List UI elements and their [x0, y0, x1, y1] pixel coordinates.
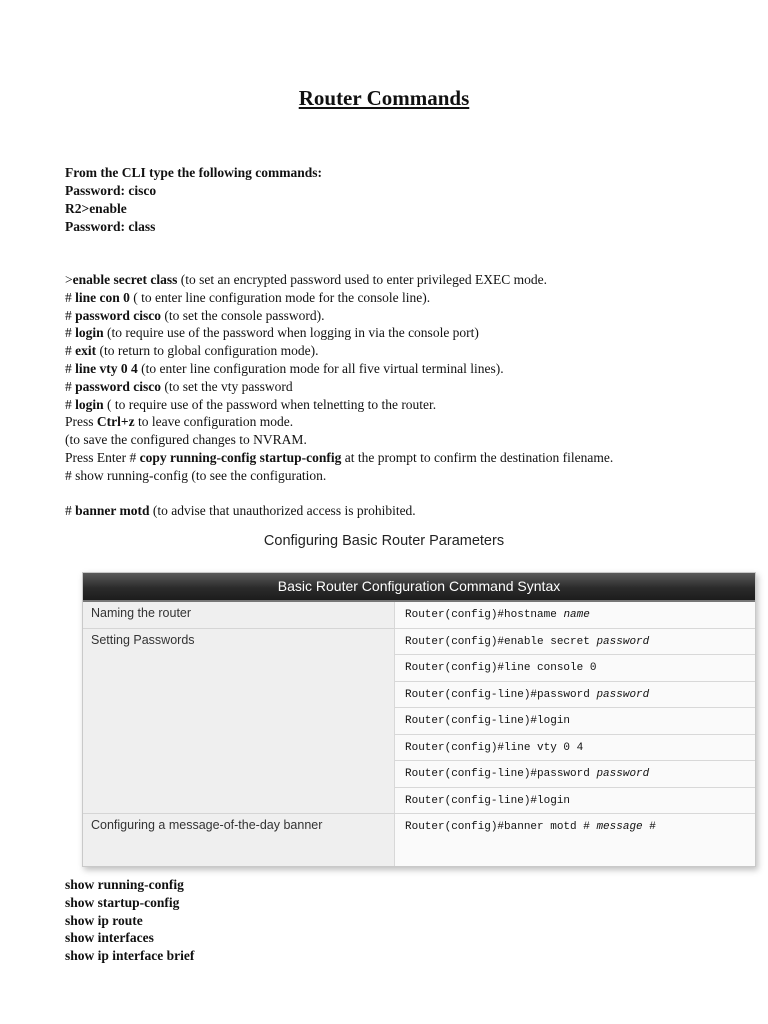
- command-cell: Router(config-line)#login: [395, 708, 755, 735]
- row-label: Setting Passwords: [83, 629, 395, 815]
- command-line: # login (to require use of the password when logging in via the console port): [65, 325, 479, 341]
- command-line: (to save the configured changes to NVRAM.: [65, 432, 307, 448]
- command-line: # password cisco (to set the vty password: [65, 378, 293, 394]
- row-label: Naming the router: [83, 602, 395, 629]
- command-line: Press Enter # copy running-config startup-config at the prompt to confirm the destination filename.: [65, 449, 614, 465]
- show-command: show ip route: [65, 912, 143, 928]
- command-line: # login ( to require use of the password when telnetting to the router.: [65, 396, 437, 412]
- command-line: Press Ctrl+z to leave configuration mode.: [65, 414, 294, 430]
- show-command: show running-config: [65, 877, 184, 892]
- command-line: # show running-config (to see the configuration.: [65, 467, 327, 483]
- command-cell: Router(config)#line console 0: [395, 655, 755, 682]
- table-body: [83, 602, 755, 866]
- cli-intro: [65, 164, 322, 236]
- command-list: [65, 271, 613, 519]
- command-cell: Router(config)#hostname name: [395, 602, 755, 629]
- command-line: # exit (to return to global configuration mode).: [65, 343, 319, 359]
- cli-intro-line: R2>enable: [65, 201, 127, 216]
- table-row: [83, 602, 755, 629]
- command-cell: Router(config)#banner motd # message #: [395, 814, 755, 866]
- command-line: # password cisco (to set the console password).: [65, 307, 325, 323]
- show-command: show startup-config: [65, 894, 180, 910]
- cli-intro-line: Password: class: [65, 219, 156, 234]
- command-line: # line con 0 ( to enter line configuration mode for the console line).: [65, 289, 431, 305]
- show-commands-list: [65, 876, 194, 965]
- cli-intro-line: Password: cisco: [65, 183, 157, 198]
- table-row: [83, 629, 755, 815]
- page-title: Router Commands: [298, 86, 470, 110]
- command-cell: Router(config-line)#login: [395, 788, 755, 815]
- figure-title: Configuring Basic Router Parameters: [263, 533, 505, 549]
- command-line: # banner motd (to advise that unauthorized access is prohibited.: [65, 502, 416, 518]
- config-syntax-table: [82, 572, 756, 867]
- command-line: # line vty 0 4 (to enter line configuration mode for all five virtual terminal lines).: [65, 360, 504, 376]
- command-cell: Router(config-line)#password password: [395, 761, 755, 788]
- show-command: show ip interface brief: [65, 948, 195, 964]
- show-command: show interfaces: [65, 930, 154, 946]
- command-cell: Router(config-line)#password password: [395, 682, 755, 709]
- cli-intro-line: From the CLI type the following commands:: [65, 165, 322, 180]
- row-label: Configuring a message-of-the-day banner: [83, 814, 395, 866]
- table-row: [83, 814, 755, 866]
- table-header: Basic Router Configuration Command Syntax: [83, 573, 755, 602]
- command-line: >enable secret class (to set an encrypted password used to enter privileged EXEC mode.: [65, 272, 548, 287]
- command-cell: Router(config)#line vty 0 4: [395, 735, 755, 762]
- command-cell: Router(config)#enable secret password: [395, 629, 755, 656]
